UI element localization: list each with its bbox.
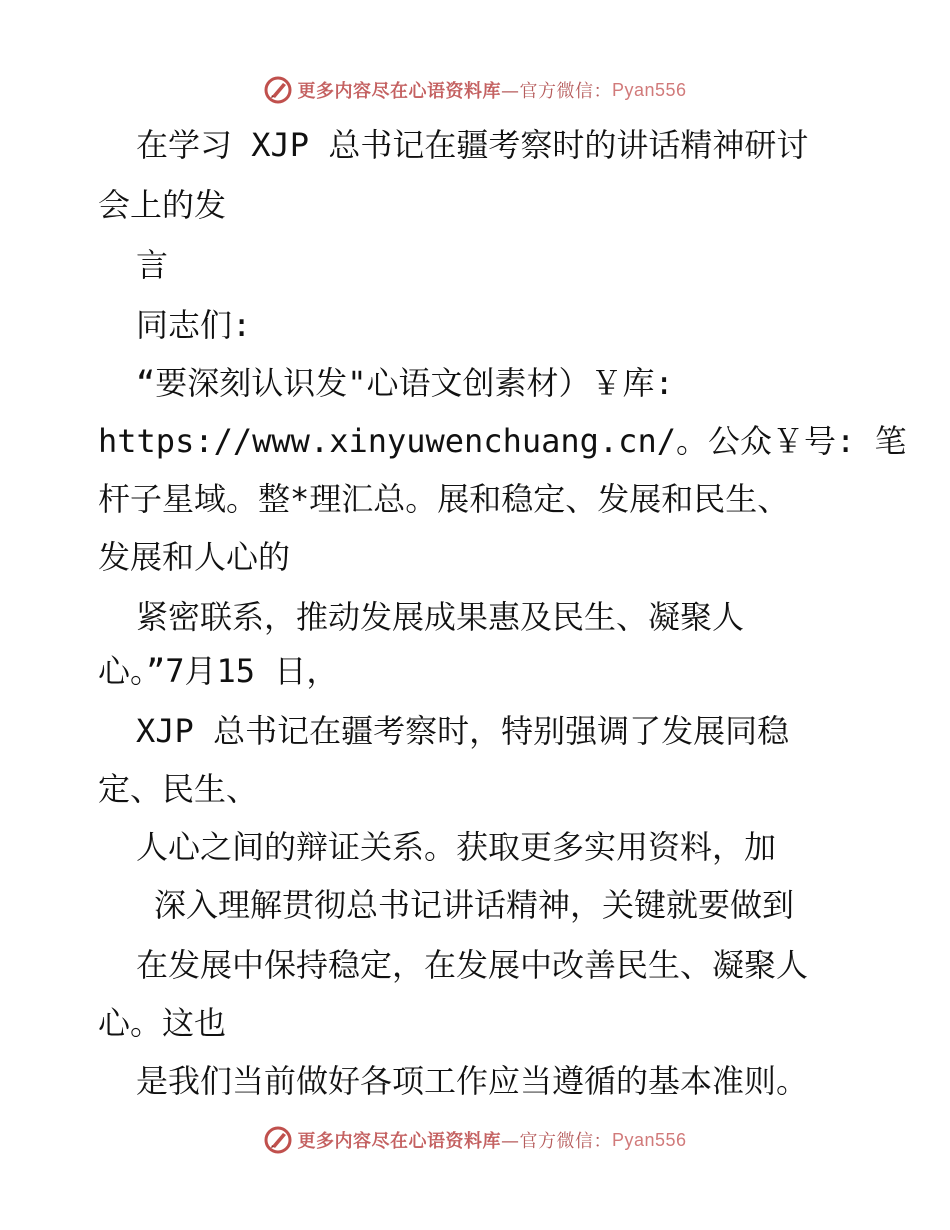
body-line: 发展和人心的 (98, 538, 291, 576)
body-line: 心。这也 (98, 1004, 227, 1042)
body-line: 会上的发 (98, 186, 227, 224)
body-line: 是我们当前做好各项工作应当遵循的基本准则。 (136, 1062, 809, 1100)
body-line: “要深刻认识发"心语文创素材）￥库: (136, 364, 674, 402)
body-line: 心。”7月15 日， (98, 652, 339, 690)
body-line: 在学习 XJP 总书记在疆考察时的讲话精神研讨 (136, 126, 809, 164)
footer-account: Pyan556 (611, 1129, 687, 1150)
body-line: 在发展中保持稳定，在发展中改善民生、凝聚人 (136, 946, 809, 984)
body-line: 言 (136, 246, 169, 284)
body-line: 定、民生、 (98, 770, 259, 808)
body-line: https://www.xinyuwenchuang.cn/。公众￥号: 笔 (98, 422, 907, 460)
body-line: 深入理解贯彻总书记讲话精神，关键就要做到 (154, 886, 795, 924)
header-brand: 更多内容尽在心语资料库 (297, 81, 501, 102)
body-line: 同志们: (136, 306, 252, 344)
header-account: Pyan556 (611, 79, 687, 100)
header-separator: —官方微信： (500, 81, 612, 102)
page-footer (0, 1120, 950, 1160)
body-line: 杆子星域。整*理汇总。展和稳定、发展和民生、 (98, 480, 790, 518)
body-line: 人心之间的辩证关系。获取更多实用资料，加 (136, 828, 777, 866)
footer-brand: 更多内容尽在心语资料库 (297, 1131, 501, 1152)
body-line: 紧密联系，推动发展成果惠及民生、凝聚人 (136, 598, 745, 636)
body-line: XJP 总书记在疆考察时，特别强调了发展同稳 (136, 712, 790, 750)
pen-in-circle-icon (263, 1125, 293, 1155)
footer-separator: —官方微信： (500, 1131, 612, 1152)
